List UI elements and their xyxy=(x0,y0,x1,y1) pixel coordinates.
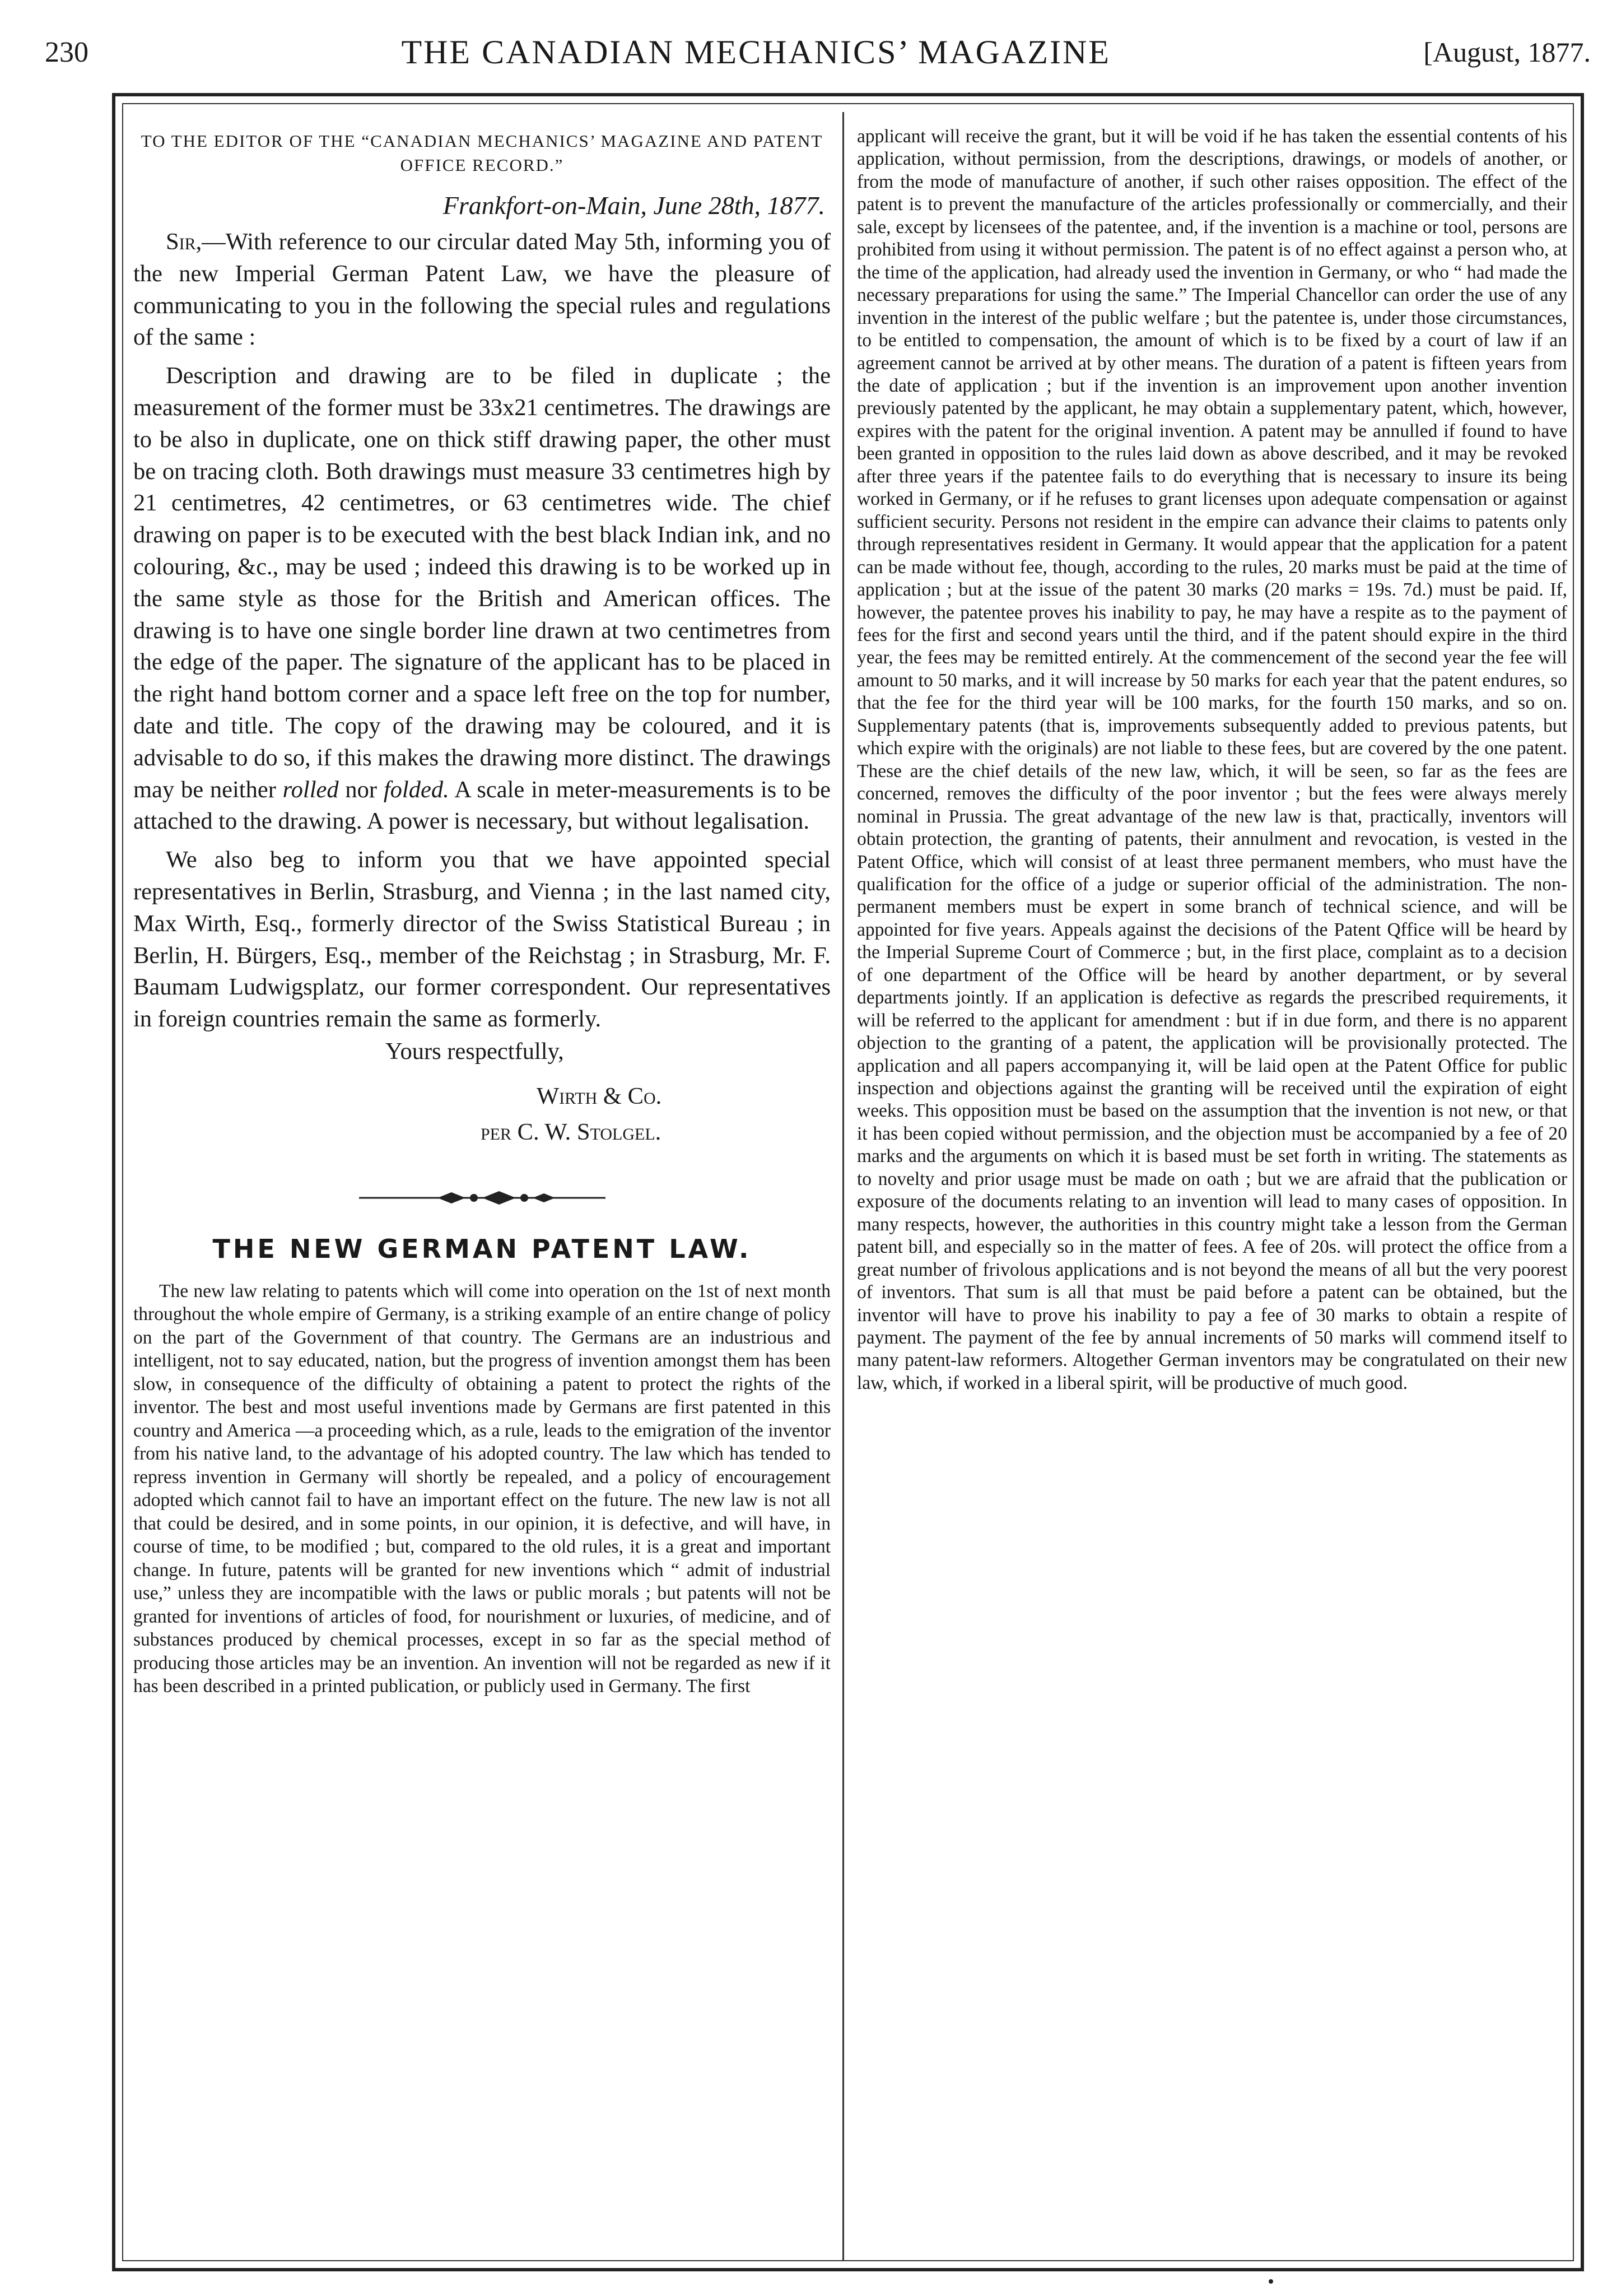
letter-body xyxy=(133,226,831,1035)
article-paragraph-left: The new law relating to patents which will come into operation on the 1st of next month throughout the whole empire of Germany, is a striking example of an entire change of policy on the part of the Government of that country. The Germans are an industrious and intelligent, not to say educated, nation, but the progress of invention amongst them has been slow, in consequence of the difficulty of obtaining a patent to protect the rights of the inventor. The best and most useful inventions made by Germans are first patented in this country and America —a proceeding which, as a rule, leads to the emigration of the inventor from his native land, to the advantage of his adopted country. The law which has tended to repress invention in Germany will shortly be repealed, and a policy of encouragement adopted which cannot fail to have an important effect on the future. The new law is not all that could be desired, and in some points, in our opinion, it is defective, and will have, in course of time, to be modified ; but, compared to the old rules, it is a great and important change. In future, patents will be granted for new inventions which “ admit of industrial use,” unless they are incompatible with the laws or public morals ; but patents will not be granted for inventions of articles of food, for nourishment or luxuries, of medicine, and of substances produced by chemical processes, except in so far as the special method of producing those articles may be an invention. An invention will not be regarded as new if it has been described in a printed publication, or publicly used in Germany. The first xyxy=(133,1280,831,1697)
salutation: Sir, xyxy=(166,229,202,255)
left-column xyxy=(133,129,831,1698)
bottom-dot xyxy=(1269,2279,1273,2284)
magazine-title: THE CANADIAN MECHANICS’ MAGAZINE xyxy=(401,33,1111,71)
letter-paragraph-2 xyxy=(133,360,831,838)
folded-word: folded. xyxy=(383,776,449,803)
letter-dateline: Frankfort-on-Main, June 28th, 1877. xyxy=(442,191,825,220)
letter-heading: TO THE EDITOR OF THE “CANADIAN MECHANICS’ MAGAZINE AND PATENT OFFICE RECORD.” xyxy=(141,131,823,175)
section-ornament xyxy=(359,1187,605,1209)
closing-line: Yours respectfully, xyxy=(385,1038,564,1065)
letter-paragraph-3: We also beg to inform you that we have appointed special representatives in Berlin, Strasburg, and Vienna ; in the last named city, Max Wirth, Esq., formerly director of the Swiss Statistical Bureau ; in Berlin, H. Bürgers, Esq., member of the Reichstag ; in Strasburg, Mr. F. Baumam Ludwigsplatz, our former correspondent. Our representatives in foreign countries remain the same as formerly. xyxy=(133,847,831,1033)
article-title: THE NEW GERMAN PATENT LAW. xyxy=(212,1233,752,1264)
rolled-word: rolled xyxy=(282,776,339,803)
firm-name: Wirth & Co. xyxy=(537,1082,662,1109)
article-body-left xyxy=(133,1280,831,1698)
per-signature: per C. W. Stolgel. xyxy=(481,1118,661,1145)
page-number: 230 xyxy=(45,36,88,68)
article-paragraph-right: applicant will receive the grant, but it will be void if he has taken the essential contents of his application, without permission, from the descriptions, drawings, or models of another, or from the mode of manufacture of another, if such other raises opposition. The effect of the patent is to prevent the manufacture of the articles professionally or commercially, and their sale, except by licensees of the patentee, and, if the invention is a machine or tool, persons are prohibited from using it without permission. The patent is of no effect against a person who, at the time of the application, had already used the invention in Germany, or who “ had made the necessary preparations for using the same.” The Imperial Chancellor can order the use of any invention in the interest of the public welfare ; but the patentee is, under those circumstances, to be entitled to compensation, the amount of which is to be fixed by a court of law if an agreement cannot be arrived at by other means. The duration of a patent is fifteen years from the date of application ; but if the invention is an improvement upon another invention previously patented by the applicant, he may obtain a supplementary patent, which, however, expires with the patent for the original invention. A patent may be annulled if found to have been granted in opposition to the rules laid down as above described, and it may be revoked after three years if the patentee fails to do everything that is necessary to insure its being worked in Germany, or if he refuses to grant licenses upon adequate compensation or against sufficient security. Persons not resident in the empire can advance their claims to patents only through representatives resident in Germany. It would appear that the application for a patent can be made without fee, though, according to the rules, 20 marks must be paid at the time of application ; but at the issue of the patent 30 marks (20 marks = 19s. 7d.) must be paid. If, however, the patentee proves his inability to pay, he may have a respite as to the payment of fees for the first and second years until the third, and if the patent should expire in the third year, the fees may be remitted entirely. At the commencement of the second year the fee will amount to 50 marks, and it will increase by 50 marks for each year that the patent endures, so that the fee for the third year will be 100 marks, for the fourth 150 marks, and so on. Supplementary patents (that is, improvements subsequently added to previous patents, but which expire with the originals) are not liable to these fees, but are covered by the one patent. These are the chief details of the new law, which, it will be seen, so far as the fees are concerned, removes the difficulty of the poor inventor ; but the fees were always merely nominal in Prussia. The great advantage of the new law is that, practically, inventors will obtain protection, the granting of patents, their annulment and revocation, is vested in the Patent Office, which will consist of at least three permanent members, who must have the qualification for the office of a judge or superior official of the administration. The non-permanent members must be expert in some branch of technical science, and will be appointed for five years. Appeals against the decisions of the Patent Qffice will be heard by the Imperial Supreme Court of Commerce ; but, in the first place, complaint as to a decision of one department of the Office will be heard by another department, or by several departments jointly. If an application is defective as regards the prescribed requirements, it will be referred to the applicant for amendment : but if in due form, and there is no apparent objection to the granting of a patent, the application will be provisionally protected. The application and all papers accompanying it, will be laid open at the Patent Office for public inspection and objections against the granting will be received until the expiration of eight weeks. This opposition must be based on the assumption that the invention is not new, or that it has been copied without permission, and the objection must be accompanied by a fee of 20 marks and the arguments on which it is based must be set forth in writing. The statements as to novelty and prior usage must be made on oath ; but we are afraid that the publication or exposure of the documents relating to an invention will lead to many cases of opposition. In many respects, however, the authorities in this country might take a lesson from the German patent bill, and especially so in the matter of fees. A fee of 20s. will protect the office from a great number of frivolous applications and is not beyond the means of all but the very poorest of inventors. That sum is all that must be paid before a patent can be obtained, but the inventor will have to prove his inability to pay a fee of 30 marks to obtain a respite of payment. The payment of the fee by annual increments of 50 marks will commend itself to many patent-law reformers. Altogether German inventors may be congratulated on their new law, which, if worked in a liberal spirit, will be productive of much good. xyxy=(857,126,1567,1393)
issue-date: [August, 1877. xyxy=(1423,36,1591,68)
letter-paragraph-1-text: —With reference to our circular dated May 5th, informing you of the new Imperial German Patent Law, we have the pleasure of communicating to you in the following the special rules and regulations of the same : xyxy=(133,229,831,351)
right-column xyxy=(857,126,1567,1395)
letter-paragraph-2-text-end: A scale in meter-measurements is to be attached to the drawing. A power is necessary, but without legalisation. xyxy=(133,776,831,835)
running-head xyxy=(45,27,1591,77)
letter-paragraph-2-text: Description and drawing are to be filed in duplicate ; the measurement of the former must be 33x21 centimetres. The drawings are to be also in duplicate, one on thick stiff drawing paper, the other must be on tracing cloth. Both drawings must measure 33 centimetres high by 21 centimetres, 42 centimetres, or 63 centimetres wide. The chief drawing on paper is to be executed with the best black Indian ink, and no colouring, &c., may be used ; indeed this drawing is to be worked up in the same style as those for the British and American offices. The drawing is to have one single border line drawn at two centimetres from the edge of the paper. The signature of the applicant has to be placed in the right hand bottom corner and a space left free on the top for number, date and title. The copy of the drawing may be coloured, and it is advisable to do so, if this makes the drawing more distinct. The drawings may be neither xyxy=(133,362,831,803)
letter-signoff xyxy=(133,1035,831,1187)
column-rule xyxy=(842,112,844,2261)
nor-word: nor xyxy=(345,776,378,803)
letter-paragraph-1 xyxy=(133,226,831,354)
